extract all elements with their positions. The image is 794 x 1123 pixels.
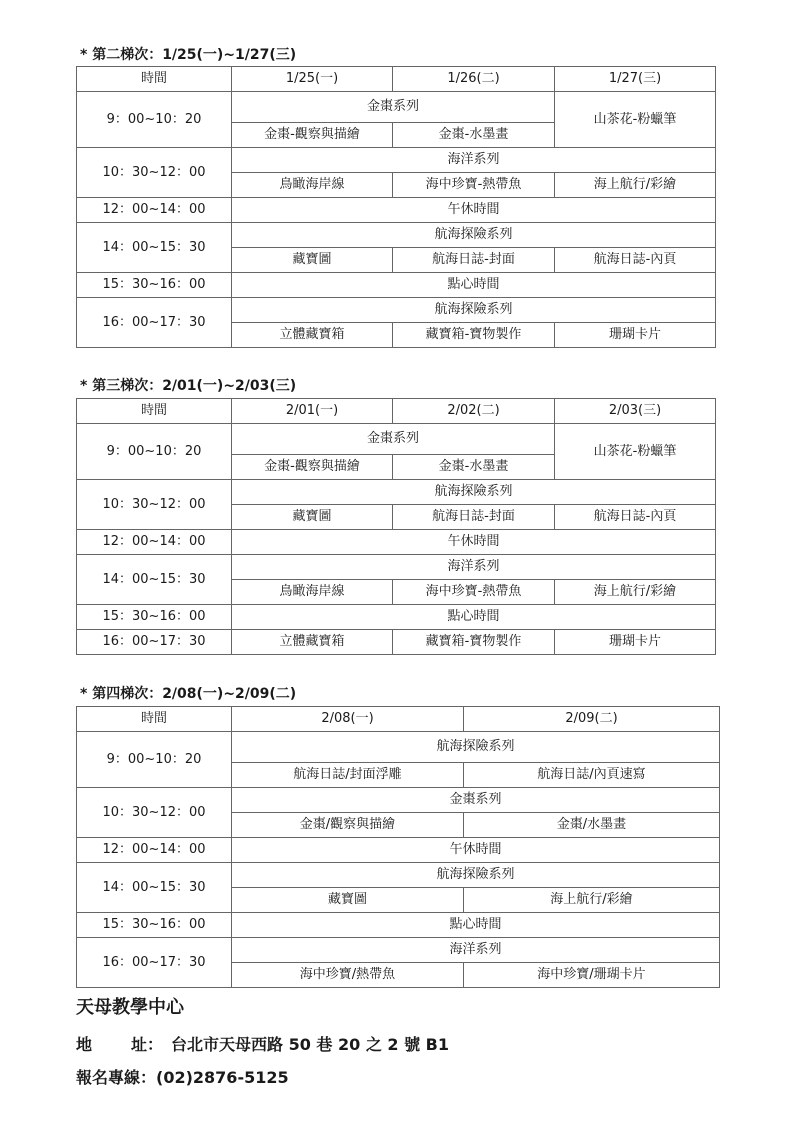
series-label: 金棗系列 [232,424,555,455]
class-cell: 金棗-觀察與描繪 [232,123,393,148]
table-row [77,273,716,298]
table-row [77,605,716,630]
session4-title: * 第四梯次：2/08(一)~2/09(二) [80,686,297,702]
time-slot: 15：30~16：00 [77,273,232,298]
session3-table [76,398,716,655]
class-cell: 金棗-水墨畫 [393,123,555,148]
time-slot: 14：00~15：30 [77,555,232,605]
table-row [77,707,720,732]
class-cell: 海上航行/彩繪 [555,173,716,198]
address-label-2: 址： [131,1035,164,1054]
series-label: 海洋系列 [232,938,720,963]
table-row [77,530,716,555]
address-line [76,1032,449,1055]
time-slot: 9：00~10：20 [77,424,232,480]
table-row [77,148,716,173]
center-name: 天母教學中心 [76,997,184,1018]
class-cell: 藏寶圖 [232,888,464,913]
class-cell: 金棗/水墨畫 [464,813,720,838]
time-slot: 16：00~17：30 [77,630,232,655]
time-slot: 10：30~12：00 [77,148,232,198]
series-label: 航海探險系列 [232,298,716,323]
header-day-3: 2/03(三) [555,399,716,424]
table-row [77,555,716,580]
class-cell: 海中珍寶-熱帶魚 [393,580,555,605]
class-cell: 航海日誌-內頁 [555,248,716,273]
class-cell: 海上航行/彩繪 [464,888,720,913]
session2-table [76,66,716,348]
class-cell: 藏寶圖 [232,505,393,530]
header-day-3: 1/27(三) [555,67,716,92]
class-cell: 立體藏寶箱 [232,323,393,348]
series-label: 金棗系列 [232,788,720,813]
session3-title: * 第三梯次：2/01(一)~2/03(三) [80,378,297,394]
class-cell: 鳥瞰海岸線 [232,580,393,605]
table-row [77,732,720,763]
table-row [77,92,716,123]
time-slot: 10：30~12：00 [77,480,232,530]
header-time: 時間 [77,399,232,424]
class-cell: 珊瑚卡片 [555,630,716,655]
class-cell: 航海日誌/內頁速寫 [464,763,720,788]
break-label: 點心時間 [232,273,716,298]
class-cell: 海上航行/彩繪 [555,580,716,605]
time-slot: 12：00~14：00 [77,838,232,863]
class-cell: 山茶花-粉蠟筆 [555,92,716,148]
time-slot: 10：30~12：00 [77,788,232,838]
time-slot: 16：00~17：30 [77,298,232,348]
series-label: 航海探險系列 [232,223,716,248]
time-slot: 9：00~10：20 [77,732,232,788]
class-cell: 金棗/觀察與描繪 [232,813,464,838]
class-cell: 珊瑚卡片 [555,323,716,348]
class-cell: 航海日誌-封面 [393,505,555,530]
class-cell: 鳥瞰海岸線 [232,173,393,198]
phone-line [76,1065,289,1088]
table-row [77,913,720,938]
class-cell: 山茶花-粉蠟筆 [555,424,716,480]
header-day-2: 2/02(二) [393,399,555,424]
series-label: 航海探險系列 [232,480,716,505]
address-label [76,1032,171,1055]
time-slot: 14：00~15：30 [77,863,232,913]
class-cell: 藏寶圖 [232,248,393,273]
address-label-1: 地 [76,1035,93,1054]
class-cell: 藏寶箱-寶物製作 [393,630,555,655]
series-label: 航海探險系列 [232,863,720,888]
header-day-1: 1/25(一) [232,67,393,92]
time-slot: 15：30~16：00 [77,605,232,630]
header-time: 時間 [77,67,232,92]
address-value: 台北市天母西路 50 巷 20 之 2 號 B1 [171,1035,449,1054]
header-day-2: 1/26(二) [393,67,555,92]
break-label: 午休時間 [232,530,716,555]
table-row [77,863,720,888]
time-slot: 15：30~16：00 [77,913,232,938]
table-row [77,788,720,813]
table-row [77,298,716,323]
class-cell: 金棗-觀察與描繪 [232,455,393,480]
time-slot: 16：00~17：30 [77,938,232,988]
session4-table [76,706,720,988]
time-slot: 9：00~10：20 [77,92,232,148]
series-label: 金棗系列 [232,92,555,123]
table-row [77,67,716,92]
time-slot: 14：00~15：30 [77,223,232,273]
class-cell: 海中珍寶-熱帶魚 [393,173,555,198]
header-day-1: 2/01(一) [232,399,393,424]
class-cell: 航海日誌-封面 [393,248,555,273]
series-label: 航海探險系列 [232,732,720,763]
break-label: 點心時間 [232,605,716,630]
table-row [77,399,716,424]
class-cell: 航海日誌/封面浮雕 [232,763,464,788]
header-day-2: 2/09(二) [464,707,720,732]
table-row [77,838,720,863]
header-day-1: 2/08(一) [232,707,464,732]
class-cell: 海中珍寶/珊瑚卡片 [464,963,720,988]
class-cell: 藏寶箱-寶物製作 [393,323,555,348]
table-row [77,480,716,505]
time-slot: 12：00~14：00 [77,198,232,223]
series-label: 海洋系列 [232,555,716,580]
break-label: 午休時間 [232,198,716,223]
table-row [77,223,716,248]
class-cell: 海中珍寶/熱帶魚 [232,963,464,988]
table-row [77,424,716,455]
break-label: 午休時間 [232,838,720,863]
series-label: 海洋系列 [232,148,716,173]
table-row [77,630,716,655]
class-cell: 金棗-水墨畫 [393,455,555,480]
phone-label: 報名專線： [76,1068,157,1087]
table-row [77,198,716,223]
table-row [77,938,720,963]
class-cell: 航海日誌-內頁 [555,505,716,530]
break-label: 點心時間 [232,913,720,938]
session2-title: * 第二梯次：1/25(一)~1/27(三) [80,47,297,63]
class-cell: 立體藏寶箱 [232,630,393,655]
phone-value: (02)2876-5125 [156,1068,289,1087]
header-time: 時間 [77,707,232,732]
time-slot: 12：00~14：00 [77,530,232,555]
